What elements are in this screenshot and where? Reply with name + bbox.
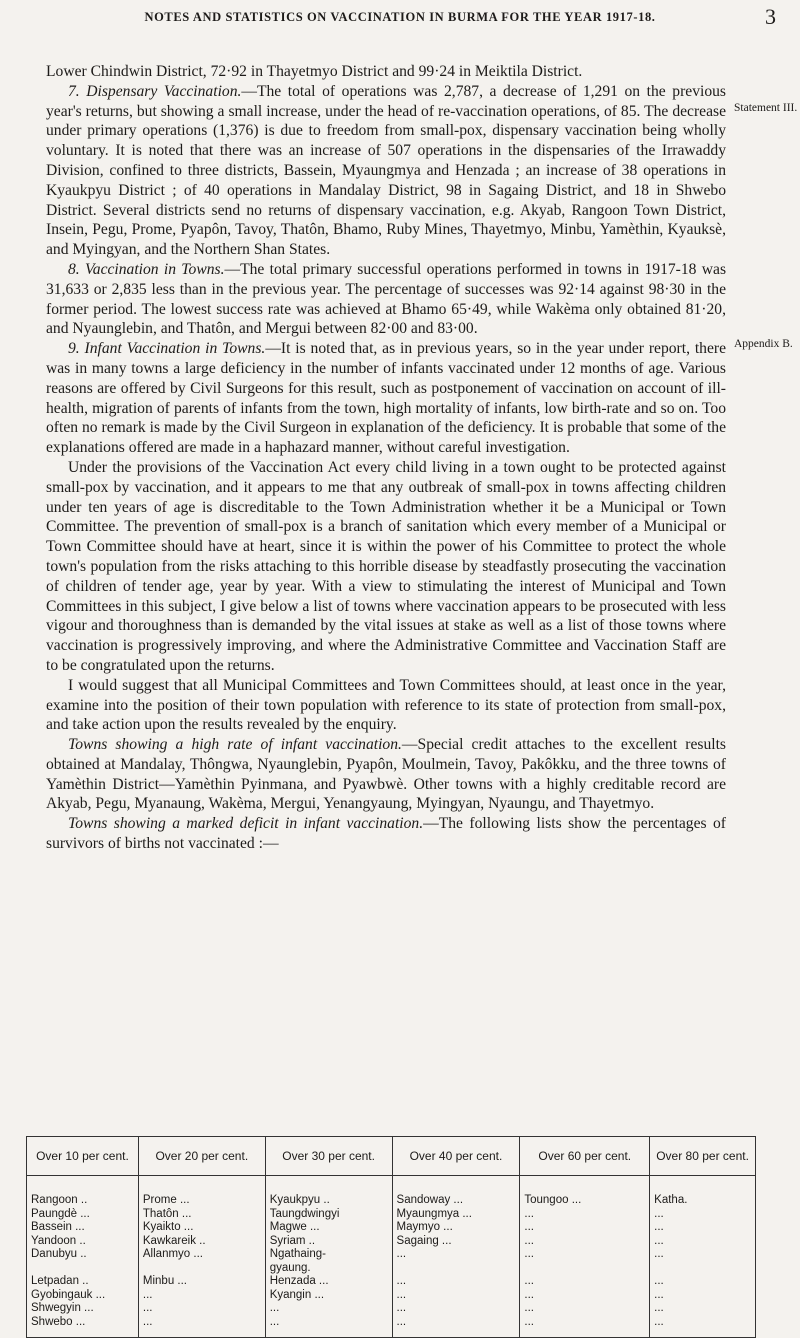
table-cell: Katha. (650, 1176, 756, 1208)
table-cell: ... (650, 1221, 756, 1235)
table-cell: Taungdwingyi (265, 1208, 392, 1222)
table-cell: Henzada ... (265, 1275, 392, 1289)
table-cell: ... (520, 1316, 650, 1338)
table-cell: ... (265, 1316, 392, 1338)
column-header: Over 20 per cent. (138, 1137, 265, 1176)
table-row (27, 1289, 756, 1303)
table-header-row (27, 1137, 756, 1176)
table-cell: Rangoon .. (27, 1176, 139, 1208)
table-cell: Prome ... (138, 1176, 265, 1208)
table-cell: ... (392, 1248, 520, 1262)
table-cell: Toungoo ... (520, 1176, 650, 1208)
table-cell: ... (650, 1289, 756, 1303)
table-cell: Kyangin ... (265, 1289, 392, 1303)
table-cell (27, 1262, 139, 1276)
section-heading: 7. Dispensary Vaccination. (68, 82, 242, 100)
table-cell: Sagaing ... (392, 1235, 520, 1249)
table-cell (650, 1262, 756, 1276)
table-row (27, 1302, 756, 1316)
table-cell (138, 1262, 265, 1276)
table-cell: Thatôn ... (138, 1208, 265, 1222)
table-cell: ... (392, 1289, 520, 1303)
table-cell: Shwebo ... (27, 1316, 139, 1338)
page-number: 3 (765, 4, 776, 29)
table-row (27, 1176, 756, 1208)
table-cell (520, 1262, 650, 1276)
table-cell: ... (520, 1221, 650, 1235)
table-cell: ... (650, 1208, 756, 1222)
table-row (27, 1208, 756, 1222)
paragraph-deficit-towns: Towns showing a marked deficit in infant vaccination.—The following lists show the percentages of survivors of births not vaccinated :— (46, 815, 726, 853)
table-cell: ... (392, 1275, 520, 1289)
table-row (27, 1262, 756, 1276)
table-row (27, 1248, 756, 1262)
table-cell: ... (650, 1302, 756, 1316)
table-cell: Magwe ... (265, 1221, 392, 1235)
table-cell: ... (650, 1275, 756, 1289)
table-cell: ... (520, 1248, 650, 1262)
paragraph-infant-vaccination: 9. Infant Vaccination in Towns.—It is noted that, as in previous years, so in the year under report, there was in many towns a large deficiency in the number of infants vaccinated under 12 months of age. Various reasons are offered by Civil Surgeons for this result, such as postponement of vaccination on account of ill-health, migration of parents of infants from the town, high mortality of infants, low birth-rate and so on. Too often no remark is made by the Civil Surgeon in explanation of the deficiency. It is probable that some of the explanations offered are made in a haphazard manner, without careful investigation. (46, 340, 726, 457)
table-cell: Bassein ... (27, 1221, 139, 1235)
section-heading: 8. Vaccination in Towns. (68, 260, 225, 278)
table-cell: Allanmyo ... (138, 1248, 265, 1262)
section-heading: Towns showing a marked deficit in infant vaccination. (68, 815, 424, 833)
table-cell: Minbu ... (138, 1275, 265, 1289)
paragraph-suggestion: I would suggest that all Municipal Committees and Town Committees should, at least once in the year, examine into the position of their town population with reference to its state of protection from small-pox, and take action upon the results revealed by the enquiry. (46, 676, 726, 734)
table-cell: ... (650, 1248, 756, 1262)
table-row (27, 1275, 756, 1289)
side-note-statement: Statement III. (734, 102, 798, 114)
paragraph-high-rate-towns: Towns showing a high rate of infant vaccination.—Special credit attaches to the excellent results obtained at Mandalay, Thôngwa, Nyaunglebin, Pyapôn, Moulmein, Tavoy, Pakôkku, and the three towns of Yamèthin District—Yamèthin Pyinmana, and Pyawbwè. Other towns with a highly creditable record are Akyab, Pegu, Myanaung, Wakèma, Mergui, Yenangyaung, Myingyan, Nyaungu, and Thayetmyo. (46, 736, 726, 813)
table-cell: ... (392, 1302, 520, 1316)
table-cell (392, 1262, 520, 1276)
table-body (27, 1176, 756, 1338)
table-cell: Shwegyin ... (27, 1302, 139, 1316)
table-cell: ... (520, 1235, 650, 1249)
table-row (27, 1235, 756, 1249)
table-cell: Gyobingauk ... (27, 1289, 139, 1303)
side-note-appendix: Appendix B. (734, 338, 793, 350)
table-cell: ... (650, 1235, 756, 1249)
table-cell: ... (520, 1289, 650, 1303)
table-cell: ... (520, 1208, 650, 1222)
paragraph-vaccination-in-towns: 8. Vaccination in Towns.—The total primary successful operations performed in towns in 1917-18 was 31,633 or 2,835 less than in the previous year. The percentage of successes was 92·14 against 98·30 in the former period. The lowest success rate was achieved at Bhamo 65·49, while Wakèma only obtained 81·20, and Nyaunglebin, and Thatôn, and Mergui between 82·00 and 83·00. (46, 260, 727, 338)
table-cell: Yandoon .. (27, 1235, 139, 1249)
table-row (27, 1221, 756, 1235)
table-cell: Syriam .. (265, 1235, 392, 1249)
column-header: Over 80 per cent. (650, 1137, 756, 1176)
paragraph-vaccination-act: Under the provisions of the Vaccination Act every child living in a town ought to be protected against small-pox by vaccination, and it appears to me that any outbreak of small-pox in towns affecting children under ten years of age is discreditable to the Town Administration whether it be a Municipal or Town Committee. The prevention of small-pox is a branch of sanitation which every member of a Municipal or Town Committee should have at heart, since it is within the power of his Committee to protect the whole town's population from the risks attaching to this horrible disease by steadfastly prosecuting the vaccination of children of tender age, year by year. With a view to stimulating the interest of Municipal and Town Committees in this subject, I give below a list of towns where vaccination appears to be prosecuted with less vigour and thoroughness than is demanded by the vital issues at stake as well as a list of those towns where vaccination is progressively improving, and where the Administrative Committee and Vaccination Staff are to be congratulated upon the returns. (46, 458, 726, 674)
table-cell: ... (138, 1289, 265, 1303)
section-heading: Towns showing a high rate of infant vaccination. (68, 736, 402, 754)
table-cell: Kyaikto ... (138, 1221, 265, 1235)
body-text (46, 62, 726, 854)
table-cell: Kyaukpyu .. (265, 1176, 392, 1208)
table-cell: Sandoway ... (392, 1176, 520, 1208)
table-cell: ... (520, 1302, 650, 1316)
table-cell: ... (520, 1275, 650, 1289)
table-cell: Kawkareik .. (138, 1235, 265, 1249)
column-header: Over 30 per cent. (265, 1137, 392, 1176)
table-cell: Letpadan .. (27, 1275, 139, 1289)
table-cell: Myaungmya ... (392, 1208, 520, 1222)
table-cell: ... (650, 1316, 756, 1338)
table-cell: Danubyu .. (27, 1248, 139, 1262)
table-cell: ... (265, 1302, 392, 1316)
column-header: Over 40 per cent. (392, 1137, 520, 1176)
paragraph-dispensary-vaccination: 7. Dispensary Vaccination.—The total of operations was 2,787, a decrease of 1,291 on the previous year's returns, but showing a small increase, under the head of re-vaccination operations, of 85. The decrease under primary operations (1,376) is due to freedom from small-pox, dispensary vaccination being wholly voluntary. It is noted that there was an increase of 507 operations in the dispensaries of the Irrawaddy Division, confined to three districts, Bassein, Myaungmya and Henzada ; an increase of 38 operations in Kyaukpyu District ; of 40 operations in Mandalay District, 98 in Sagaing District, and 18 in Shwebo District. Several districts send no returns of dispensary vaccination, e.g. Akyab, Rangoon Town District, Insein, Pegu, Prome, Pyapôn, Tavoy, Thatôn, Bhamo, Ruby Mines, Thayetmyo, Minbu, Yamèthin, Kyauksè, and Myingyan, and the Northern Shan States. (46, 82, 726, 259)
table-cell: gyaung. (265, 1262, 392, 1276)
table-cell: Maymyo ... (392, 1221, 520, 1235)
table-cell: Ngathaing- (265, 1248, 392, 1262)
section-heading: 9. Infant Vaccination in Towns. (68, 340, 266, 358)
paragraph-continuation: Lower Chindwin District, 72·92 in Thayetmyo District and 99·24 in Meiktila District. (46, 63, 583, 80)
running-header: NOTES AND STATISTICS ON VACCINATION IN BURMA FOR THE YEAR 1917-18. (144, 10, 656, 24)
table-cell: Paungdè ... (27, 1208, 139, 1222)
column-header: Over 60 per cent. (520, 1137, 650, 1176)
table-cell: ... (138, 1316, 265, 1338)
table-cell: ... (392, 1316, 520, 1338)
column-header: Over 10 per cent. (27, 1137, 139, 1176)
table-cell: ... (138, 1302, 265, 1316)
deficit-towns-table (26, 1136, 756, 1338)
